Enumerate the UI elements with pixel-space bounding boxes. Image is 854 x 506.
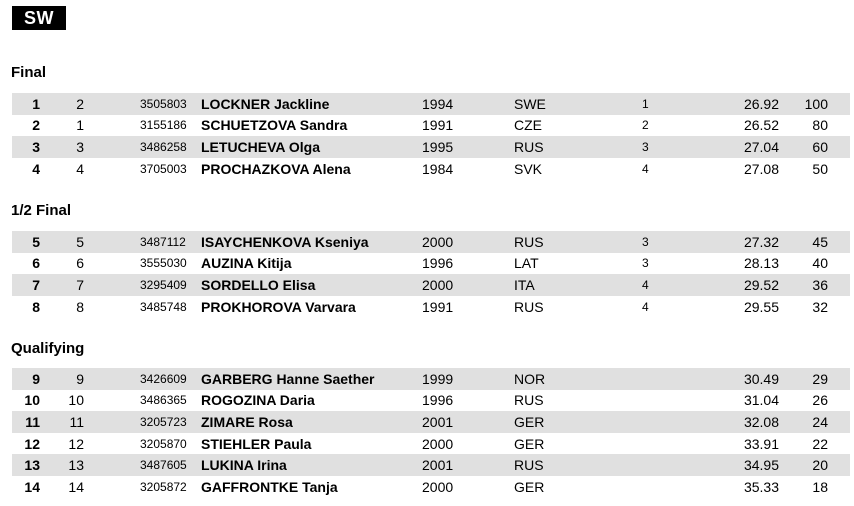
table-row [12, 274, 850, 296]
cell-time: 26.52 [743, 117, 779, 134]
table-row [12, 433, 850, 455]
table-row [12, 231, 850, 253]
cell-nation: GER [514, 435, 545, 452]
cell-heat: 4 [642, 161, 649, 176]
table-row [12, 93, 850, 115]
cell-points: 26 [812, 392, 828, 409]
cell-bib: 9 [76, 370, 84, 387]
cell-rank: 3 [32, 138, 40, 155]
cell-code: 3205872 [140, 479, 187, 494]
cell-nation: RUS [514, 457, 544, 474]
cell-bib: 5 [76, 233, 84, 250]
cell-code: 3295409 [140, 277, 187, 292]
cell-nation: LAT [514, 255, 539, 272]
cell-heat: 3 [642, 256, 649, 271]
cell-year: 1996 [422, 255, 454, 272]
cell-heat: 3 [642, 234, 649, 249]
table-row [12, 158, 850, 180]
cell-time: 35.33 [743, 478, 779, 495]
cell-name: ISAYCHENKOVA Kseniya [201, 233, 369, 250]
cell-name: SORDELLO Elisa [201, 276, 316, 293]
table-row [12, 476, 850, 498]
cell-rank: 8 [32, 298, 40, 315]
cell-name: ZIMARE Rosa [201, 413, 293, 430]
cell-time: 33.91 [743, 435, 779, 452]
cell-time: 30.49 [743, 370, 779, 387]
results-table-qualifying [12, 368, 850, 498]
cell-name: GARBERG Hanne Saether [201, 370, 375, 387]
cell-time: 31.04 [743, 392, 779, 409]
section-title-final: Final [11, 64, 47, 81]
cell-year: 2000 [422, 276, 454, 293]
cell-name: STIEHLER Paula [201, 435, 312, 452]
cell-year: 2001 [422, 413, 454, 430]
cell-points: 36 [812, 276, 828, 293]
table-row [12, 390, 850, 412]
cell-nation: SVK [514, 160, 543, 177]
cell-points: 32 [812, 298, 828, 315]
cell-year: 2001 [422, 457, 454, 474]
cell-points: 18 [812, 478, 828, 495]
table-row [12, 296, 850, 318]
cell-points: 80 [812, 117, 828, 134]
table-row [12, 115, 850, 137]
cell-code: 3486365 [140, 393, 187, 408]
cell-rank: 12 [24, 435, 40, 452]
cell-bib: 8 [76, 298, 84, 315]
cell-rank: 6 [32, 255, 40, 272]
cell-rank: 5 [32, 233, 40, 250]
cell-bib: 6 [76, 255, 84, 272]
cell-year: 1991 [422, 298, 454, 315]
cell-rank: 4 [32, 160, 40, 177]
cell-code: 3205870 [140, 436, 187, 451]
cell-nation: RUS [514, 298, 544, 315]
cell-bib: 10 [68, 392, 84, 409]
cell-bib: 12 [68, 435, 84, 452]
cell-code: 3555030 [140, 256, 187, 271]
cell-heat: 4 [642, 277, 649, 292]
table-row [12, 454, 850, 476]
cell-heat: 4 [642, 299, 649, 314]
cell-points: 22 [812, 435, 828, 452]
cell-nation: SWE [514, 95, 546, 112]
cell-code: 3205723 [140, 414, 187, 429]
cell-points: 24 [812, 413, 828, 430]
cell-year: 2000 [422, 435, 454, 452]
cell-name: AUZINA Kitija [201, 255, 292, 272]
cell-rank: 13 [24, 457, 40, 474]
cell-rank: 10 [24, 392, 40, 409]
cell-name: LOCKNER Jackline [201, 95, 330, 112]
cell-bib: 2 [76, 95, 84, 112]
cell-time: 29.52 [743, 276, 779, 293]
cell-nation: GER [514, 413, 545, 430]
table-row [12, 411, 850, 433]
cell-points: 50 [812, 160, 828, 177]
cell-name: PROCHAZKOVA Alena [201, 160, 351, 177]
cell-points: 45 [812, 233, 828, 250]
cell-bib: 3 [76, 138, 84, 155]
cell-code: 3705003 [140, 161, 187, 176]
cell-nation: RUS [514, 138, 544, 155]
cell-time: 29.55 [743, 298, 779, 315]
cell-code: 3487605 [140, 458, 187, 473]
discipline-badge: SW [12, 6, 66, 30]
cell-year: 2000 [422, 233, 454, 250]
cell-year: 1999 [422, 370, 454, 387]
cell-time: 26.92 [743, 95, 779, 112]
cell-nation: RUS [514, 233, 544, 250]
cell-points: 29 [812, 370, 828, 387]
cell-rank: 2 [32, 117, 40, 134]
cell-name: GAFFRONTKE Tanja [201, 478, 338, 495]
cell-year: 1991 [422, 117, 454, 134]
table-row [12, 368, 850, 390]
cell-heat: 3 [642, 139, 649, 154]
cell-rank: 11 [25, 413, 40, 430]
cell-time: 28.13 [743, 255, 779, 272]
cell-code: 3505803 [140, 96, 187, 111]
cell-name: PROKHOROVA Varvara [201, 298, 356, 315]
cell-code: 3155186 [140, 118, 187, 133]
table-row [12, 253, 850, 275]
cell-year: 2000 [422, 478, 454, 495]
cell-year: 1994 [422, 95, 454, 112]
table-row [12, 136, 850, 158]
cell-time: 32.08 [743, 413, 779, 430]
cell-year: 1995 [422, 138, 454, 155]
cell-rank: 7 [32, 276, 40, 293]
cell-code: 3485748 [140, 299, 187, 314]
cell-time: 27.04 [743, 138, 779, 155]
cell-rank: 9 [32, 370, 40, 387]
section-title-qualifying: Qualifying [11, 340, 85, 357]
cell-year: 1996 [422, 392, 454, 409]
cell-name: SCHUETZOVA Sandra [201, 117, 348, 134]
results-table-semifinal [12, 231, 850, 317]
cell-name: LUKINA Irina [201, 457, 287, 474]
cell-nation: NOR [514, 370, 546, 387]
cell-code: 3426609 [140, 371, 187, 386]
cell-rank: 14 [24, 478, 40, 495]
cell-bib: 1 [76, 117, 84, 134]
cell-bib: 7 [76, 276, 84, 293]
cell-time: 34.95 [743, 457, 779, 474]
cell-time: 27.32 [743, 233, 779, 250]
cell-bib: 13 [68, 457, 84, 474]
cell-heat: 1 [642, 96, 649, 111]
section-title-semifinal: 1/2 Final [11, 202, 72, 219]
cell-year: 1984 [422, 160, 454, 177]
cell-time: 27.08 [743, 160, 779, 177]
cell-code: 3487112 [140, 234, 186, 249]
cell-rank: 1 [32, 95, 40, 112]
cell-heat: 2 [642, 118, 649, 133]
cell-name: ROGOZINA Daria [201, 392, 315, 409]
cell-nation: CZE [514, 117, 542, 134]
results-table-final [12, 93, 850, 179]
cell-bib: 11 [69, 413, 84, 430]
cell-nation: ITA [514, 276, 535, 293]
cell-points: 20 [812, 457, 828, 474]
cell-points: 40 [812, 255, 828, 272]
cell-name: LETUCHEVA Olga [201, 138, 321, 155]
cell-bib: 4 [76, 160, 84, 177]
cell-points: 60 [812, 138, 828, 155]
cell-bib: 14 [68, 478, 84, 495]
cell-code: 3486258 [140, 139, 187, 154]
cell-nation: RUS [514, 392, 544, 409]
cell-points: 100 [804, 95, 828, 112]
cell-nation: GER [514, 478, 545, 495]
